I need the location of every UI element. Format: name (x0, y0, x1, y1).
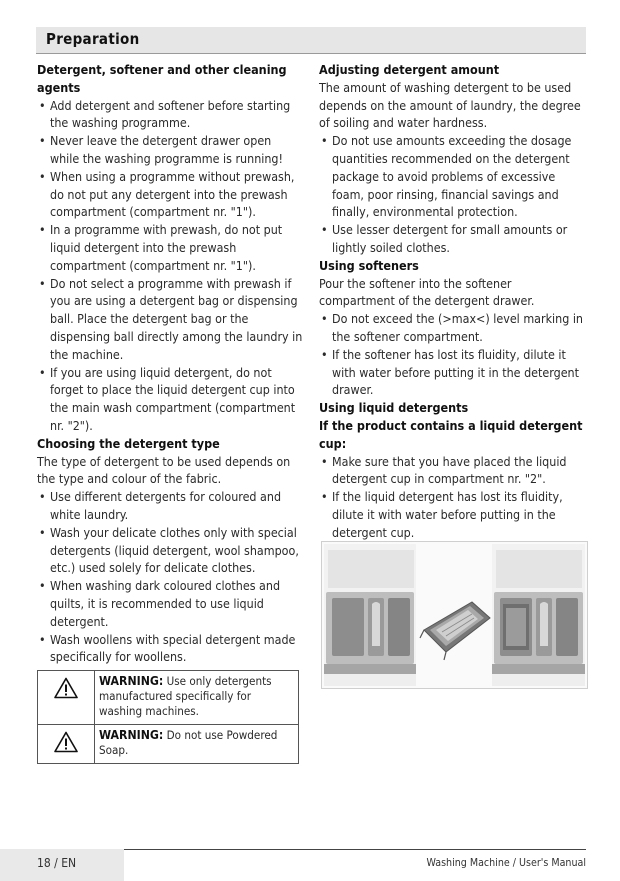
list-item: • Use different detergents for coloured and white laundry. (37, 488, 303, 524)
list-item: • Wash woollens with special detergent made specifically for woollens. (37, 631, 303, 667)
right-column (319, 61, 589, 542)
list-item: • Do not exceed the (>max<) level marking in the softener compartment. (319, 310, 589, 346)
softeners-bullet-list (319, 310, 589, 399)
warning-text-cell (95, 725, 299, 764)
adjusting-amount-intro: The amount of washing detergent to be used depends on the amount of laundry, the degree of soiling and water hardness. (319, 79, 581, 131)
liquid-detergents-heading: Using liquid detergents (319, 400, 469, 416)
warning-label: WARNING: (99, 728, 164, 743)
drawer-without-cup-image (324, 544, 416, 686)
list-item: • Do not select a programme with prewash if you are using a detergent bag or dispensing ball. Place the detergent bag or the dispensing ball directly among the laundry in the machine. (37, 275, 303, 364)
list-item: • Add detergent and softener before starting the washing programme. (37, 97, 303, 133)
list-item: • Wash your delicate clothes only with special detergents (liquid detergent, wool shampoo, etc.) used solely for delicate clothes. (37, 524, 303, 577)
warning-triangle-icon (54, 677, 78, 699)
list-item: • In a programme with prewash, do not put liquid detergent into the prewash compartment (compartment nr. "1"). (37, 221, 303, 274)
list-item: • Never leave the detergent drawer open while the washing programme is running! (37, 132, 303, 168)
warning-row (38, 671, 299, 725)
list-item: • Make sure that you have placed the liquid detergent cup in compartment nr. "2". (319, 453, 589, 489)
liquid-detergent-cup-subheading: If the product contains a liquid detergent cup: (319, 417, 583, 451)
detergent-type-bullet-list (37, 488, 303, 666)
footer-divider (124, 849, 586, 850)
section-header-bar (36, 27, 586, 54)
detergent-drawer-figure (322, 542, 587, 688)
warning-text-cell (95, 671, 299, 725)
detergent-type-heading: Choosing the detergent type (37, 435, 220, 451)
section-title: Preparation (46, 30, 140, 48)
list-item: • When using a programme without prewash, do not put any detergent into the prewash compartment (compartment nr. "1"). (37, 168, 303, 221)
list-item: • If the liquid detergent has lost its fluidity, dilute it with water before putting in the detergent cup. (319, 488, 589, 541)
warning-icon-cell (38, 725, 95, 764)
adjusting-amount-heading: Adjusting detergent amount (319, 62, 500, 77)
warning-table (37, 670, 299, 764)
warning-text: Do not use Powdered Soap. (99, 728, 278, 758)
drawer-with-cup-image (492, 544, 585, 686)
list-item: • If the softener has lost its fluidity, dilute it with water before putting it in the detergent drawer. (319, 346, 589, 399)
detergent-heading: Detergent, softener and other cleaning agents (37, 62, 287, 95)
warning-label: WARNING: (99, 674, 164, 689)
detergent-type-intro: The type of detergent to be used depends on the type and colour of the fabric. (37, 453, 291, 487)
adjusting-amount-bullet-list (319, 132, 589, 257)
list-item: • If you are using liquid detergent, do not forget to place the liquid detergent cup into the main wash compartment (compartment nr. "2"). (37, 364, 303, 435)
list-item: • Do not use amounts exceeding the dosage quantities recommended on the detergent package to avoid problems of excessive foam, poor rinsing, financial savings and finally, environmental protection. (319, 132, 589, 221)
page-number: 18 / EN (37, 856, 77, 870)
warning-triangle-icon (54, 731, 78, 753)
left-column (37, 61, 303, 764)
warning-row (38, 725, 299, 764)
manual-title: Washing Machine / User's Manual (426, 857, 586, 869)
list-item: • Use lesser detergent for small amounts or lightly soiled clothes. (319, 221, 589, 257)
softeners-intro: Pour the softener into the softener compartment of the detergent drawer. (319, 275, 535, 309)
list-item: • When washing dark coloured clothes and quilts, it is recommended to use liquid detergent. (37, 577, 303, 630)
warning-text: Use only detergents manufactured specifically for washing machines. (99, 674, 272, 719)
detergent-bullet-list (37, 97, 303, 435)
softeners-heading: Using softeners (319, 257, 419, 273)
liquid-detergent-cup-image (420, 602, 490, 660)
warning-icon-cell (38, 671, 95, 725)
liquid-detergents-bullet-list (319, 453, 589, 542)
detergent-drawer-illustration (321, 541, 588, 689)
